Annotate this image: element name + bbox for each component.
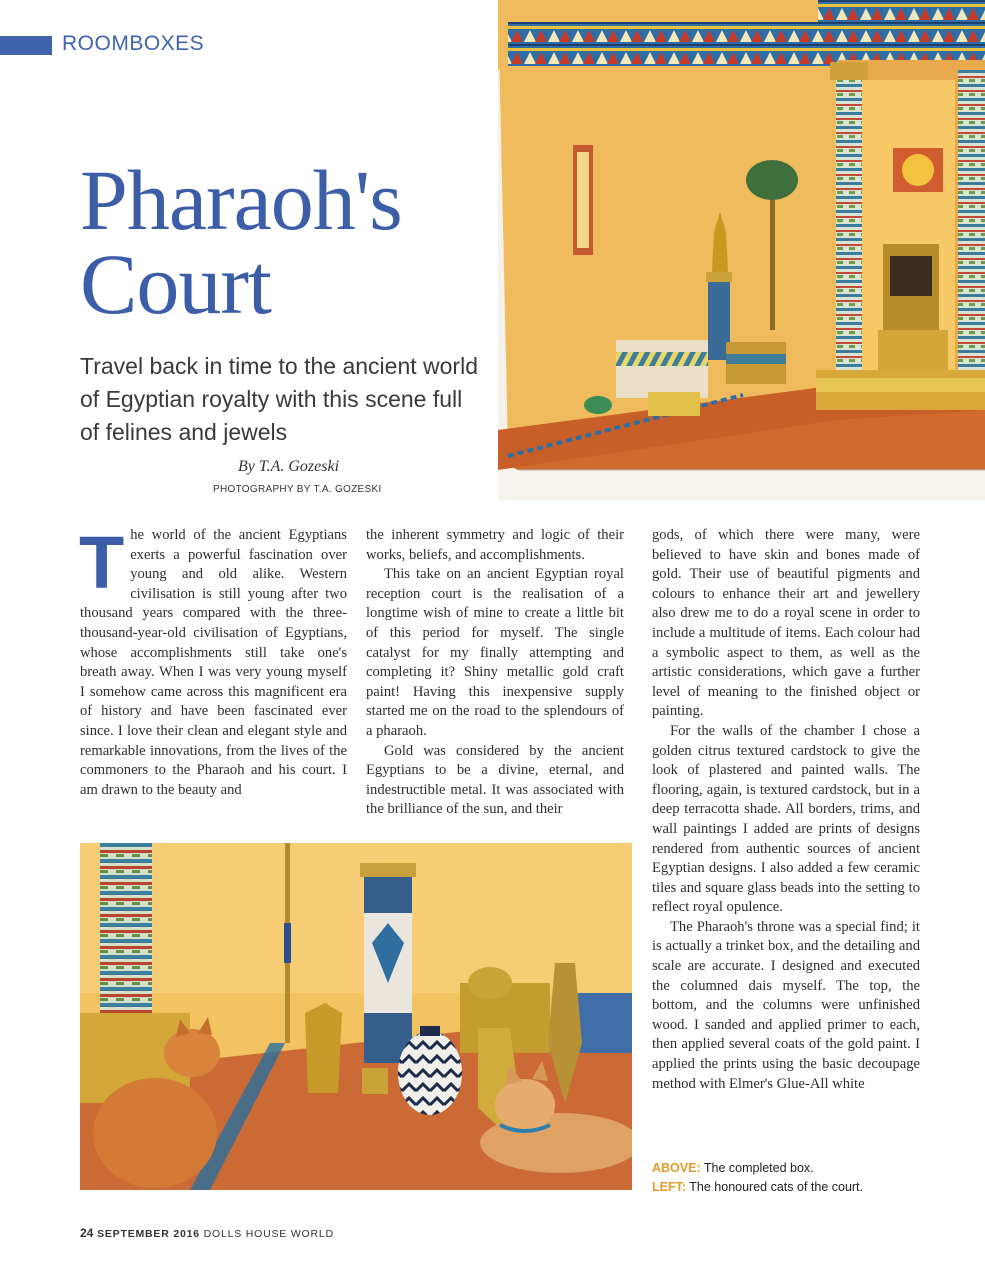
paragraph: the inherent symmetry and logic of their works, beliefs, and accomplishments. [366, 527, 624, 563]
paragraph: This take on an ancient Egyptian royal reception court is the realisation of a longtime wish of mine to create a little bit of this period for myself. The single catalyst for my finally attempting and completing it? Shiny metallic gold craft paint! Having this inexpensive supply started me on the road to the splendours of a pharaoh. [366, 566, 624, 739]
photo-credit: PHOTOGRAPHY BY T.A. GOZESKI [213, 484, 382, 495]
caption-left [652, 1178, 863, 1197]
paragraph: The Pharaoh's throne was a special find; it is actually a trinket box, and the detailing and scale are accurate. I designed and executed the columned dais myself. The top, the bottom, and the columns were unfinished wood. I sanded and applied primer to each, then applied several coats of the gold paint. I applied the prints using the basic decoupage method with Elmer's Glue-All white [652, 918, 920, 1092]
cats-photo [80, 843, 632, 1190]
paragraph: gods, of which there were many, were believed to have skin and bones made of gold. Their use of beautiful pigments and colours to enhance their art and jewellery also drew me to do a royal scene in order to include a multitude of items. Each colour had a symbolic aspect to them, as well as the artistic considerations, which gave a further level of meaning to the finished object or painting. [652, 527, 920, 720]
title-line-1: Pharaoh's [80, 152, 402, 248]
page-footer [80, 1226, 334, 1240]
body-column-3 [652, 526, 920, 1094]
article-title [80, 152, 402, 332]
section-color-bar [0, 36, 52, 55]
issue-date: SEPTEMBER 2016 [97, 1228, 200, 1240]
article-subtitle: Travel back in time to the ancient world of Egyptian royalty with this scene full of felines and jewels [80, 353, 478, 445]
roombox-photo [498, 0, 985, 500]
drop-cap: T [79, 521, 125, 604]
body-column-2 [366, 526, 624, 820]
page-number: 24 [80, 1226, 94, 1240]
caption-above-key: ABOVE: [652, 1161, 701, 1175]
caption-above [652, 1159, 863, 1178]
paragraph: Gold was considered by the ancient Egyptians to be a divine, eternal, and indestructible metal. It was associated with the brilliance of the sun, and their [366, 742, 624, 818]
paragraph: he world of the ancient Egyptians exerts a powerful fascination over young and old alike. Western civilisation is still young after two thousand years compared with the three-thousand-year-old civilisation of Egyptians, whose accomplishments still take one's breath away. When I was very young myself I somehow came across this magnificent era of history and have been fascinated ever since. I love their clean and elegant style and remarkable innovations, from the lives of the commoners to the Pharaoh and his court. I am drawn to the beauty and [80, 527, 347, 798]
magazine-name: DOLLS HOUSE WORLD [203, 1228, 334, 1240]
paragraph: For the walls of the chamber I chose a golden citrus textured cardstock to give the look of plastered and painted walls. The flooring, again, is textured cardstock, but in a deep terracotta shade. All borders, trims, and wall paintings I added are prints of designs rendered from authentic sources of ancient Egyptian designs. I also added a few ceramic tiles and square glass beads into the setting to reflect royal opulence. [652, 722, 920, 916]
title-line-2: Court [80, 236, 271, 332]
section-label: ROOMBOXES [62, 32, 205, 55]
caption-left-key: LEFT: [652, 1180, 687, 1194]
body-column-1 [79, 521, 347, 800]
byline: By T.A. Gozeski [238, 458, 340, 475]
photo-captions [652, 1159, 863, 1197]
caption-above-text: The completed box. [703, 1161, 814, 1175]
caption-left-text: The honoured cats of the court. [689, 1180, 863, 1194]
